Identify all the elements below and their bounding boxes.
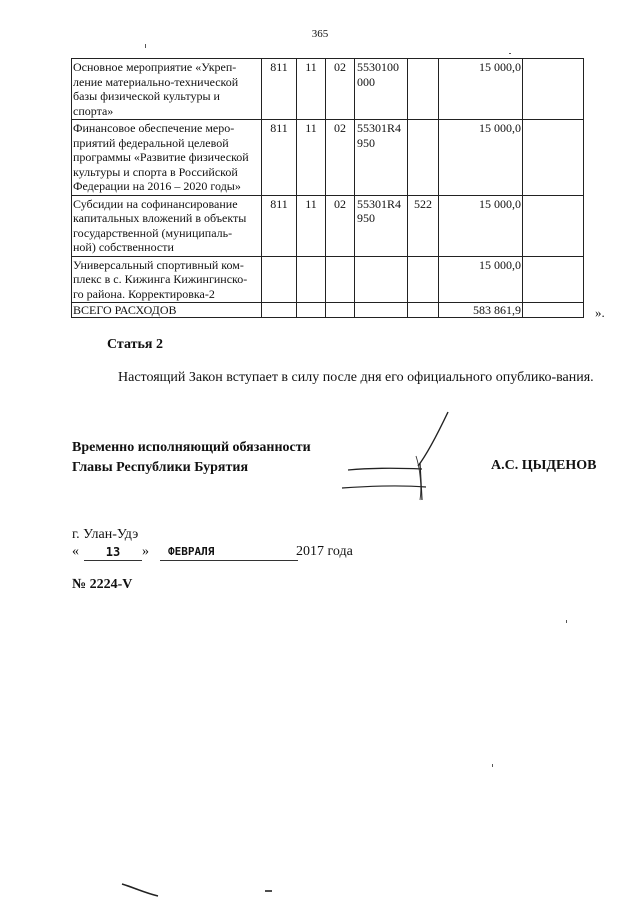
- scan-speck: [492, 764, 493, 767]
- amount-cell: 15 000,0: [439, 256, 523, 303]
- admin-code-cell: [262, 256, 297, 303]
- total-row: [72, 303, 584, 318]
- scan-speck: [145, 44, 146, 48]
- row-name-cell: Основное мероприятие «Укреп- ление материально-технической базы физической культуры и спорта»: [72, 59, 262, 120]
- empty-cell: [523, 59, 584, 120]
- row-name-cell: Субсидии на софинансирование капитальных вложений в объекты государственной (муниципаль- ной) собственности: [72, 195, 262, 256]
- table-row: [72, 59, 584, 120]
- table-row: [72, 120, 584, 196]
- empty-cell: [523, 256, 584, 303]
- amount-cell: 15 000,0: [439, 195, 523, 256]
- scan-speck: [566, 620, 567, 623]
- empty-cell: [262, 303, 297, 318]
- amount-cell: 15 000,0: [439, 120, 523, 196]
- date-close-quote: »: [142, 544, 149, 559]
- admin-code-cell: 811: [262, 59, 297, 120]
- empty-cell: [523, 195, 584, 256]
- empty-cell: [297, 303, 326, 318]
- table-closing-mark: ».: [595, 305, 605, 320]
- target-article-cell: 55301R4 950: [355, 120, 408, 196]
- target-article-cell: 55301R4 950: [355, 195, 408, 256]
- subsection-code-cell: 02: [326, 59, 355, 120]
- section-code-cell: 11: [297, 195, 326, 256]
- expense-type-cell: [408, 59, 439, 120]
- subsection-code-cell: 02: [326, 195, 355, 256]
- signing-date: [72, 544, 372, 564]
- expense-type-cell: [408, 256, 439, 303]
- table-row: [72, 256, 584, 303]
- target-article-cell: [355, 256, 408, 303]
- law-number: № 2224-V: [72, 577, 133, 592]
- page-number: 365: [311, 28, 329, 40]
- admin-code-cell: 811: [262, 195, 297, 256]
- table-row: [72, 195, 584, 256]
- empty-cell: [326, 303, 355, 318]
- subsection-code-cell: [326, 256, 355, 303]
- budget-table: [71, 58, 584, 318]
- section-code-cell: 11: [297, 120, 326, 196]
- admin-code-cell: 811: [262, 120, 297, 196]
- subsection-code-cell: 02: [326, 120, 355, 196]
- date-month: ФЕВРАЛЯ: [160, 544, 298, 561]
- expense-type-cell: [408, 120, 439, 196]
- date-day: 13: [84, 544, 142, 561]
- section-code-cell: 11: [297, 59, 326, 120]
- row-name-cell: Универсальный спортивный ком- плекс в с. Кижинга Кижингинско- го района. Корректировка-2: [72, 256, 262, 303]
- section-code-cell: [297, 256, 326, 303]
- expense-type-cell: 522: [408, 195, 439, 256]
- empty-cell: [408, 303, 439, 318]
- article-text: Настоящий Закон вступает в силу после дня его официального опублико-вания.: [118, 370, 594, 385]
- total-amount: 583 861,9: [439, 303, 523, 318]
- date-year: 2017 года: [296, 544, 353, 559]
- target-article-cell: 5530100 000: [355, 59, 408, 120]
- date-open-quote: «: [72, 544, 79, 559]
- empty-cell: [523, 120, 584, 196]
- city-name: г. Улан-Удэ: [72, 527, 139, 542]
- amount-cell: 15 000,0: [439, 59, 523, 120]
- handwritten-signature: [330, 408, 460, 508]
- signer-title-line: Временно исполняющий обязанности: [72, 440, 311, 455]
- row-name-cell: Финансовое обеспечение меро- приятий федеральной целевой программы «Развитие физической культуры и спорта в Российской Федерации на 2016 – 2020 годы»: [72, 120, 262, 196]
- total-label: ВСЕГО РАСХОДОВ: [72, 303, 262, 318]
- empty-cell: [523, 303, 584, 318]
- signer-title-line: Главы Республики Бурятия: [72, 460, 249, 475]
- signer-name: А.С. ЦЫДЕНОВ: [491, 458, 597, 473]
- scan-speck: [509, 53, 511, 54]
- article-title: Статья 2: [107, 337, 163, 352]
- signer-title: [72, 438, 311, 478]
- scan-marks: [120, 880, 280, 900]
- empty-cell: [355, 303, 408, 318]
